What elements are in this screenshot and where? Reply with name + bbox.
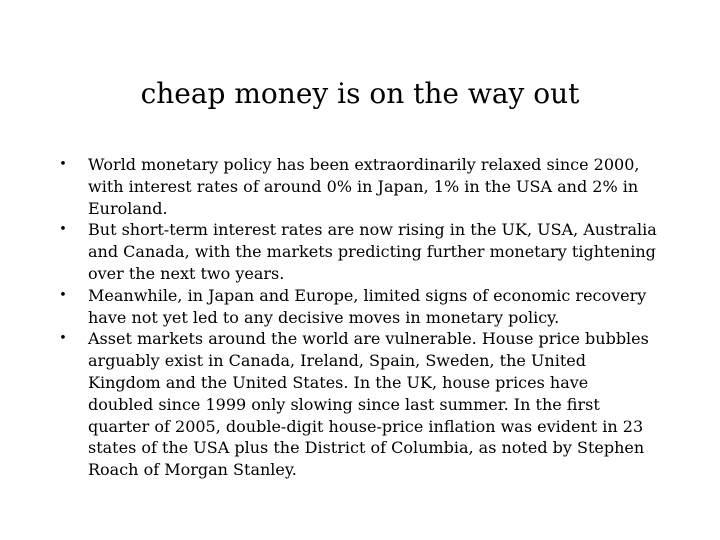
bullet-icon: • [59, 331, 67, 347]
bullet-icon: • [59, 287, 67, 303]
bullet-icon: • [59, 222, 67, 238]
bullet-item [58, 285, 658, 329]
bullet-item [58, 328, 658, 481]
bullet-item [58, 154, 658, 219]
bullet-text: Meanwhile, in Japan and Europe, limited signs of economic recovery have not yet led to any decisive moves in monetary policy. [88, 285, 647, 327]
bullet-list [58, 154, 658, 481]
bullet-icon: • [59, 157, 67, 172]
bullet-text: But short-term interest rates are now rising in the UK, USA, Australia and Canada, with the markets predicting further monetary tightening over the next two years. [88, 220, 657, 283]
slide-title: cheap money is on the way out [140, 77, 580, 110]
bullet-text: Asset markets around the world are vulnerable. House price bubbles arguably exist in Canada, Ireland, Spain, Sweden, the United Kingdom and the United States. In the UK, house prices have doubled since 1999 only slowing since last summer. In the first quarter of 2005, double-digit house-price inflation was evident in 23 states of the USA plus the District of Columbia, as noted by Stephen Roach of Morgan Stanley. [88, 329, 649, 480]
bullet-item [58, 219, 658, 284]
bullet-text: World monetary policy has been extraordinarily relaxed since 2000, with interest rates of around 0% in Japan, 1% in the USA and 2% in Euroland. [88, 155, 640, 218]
